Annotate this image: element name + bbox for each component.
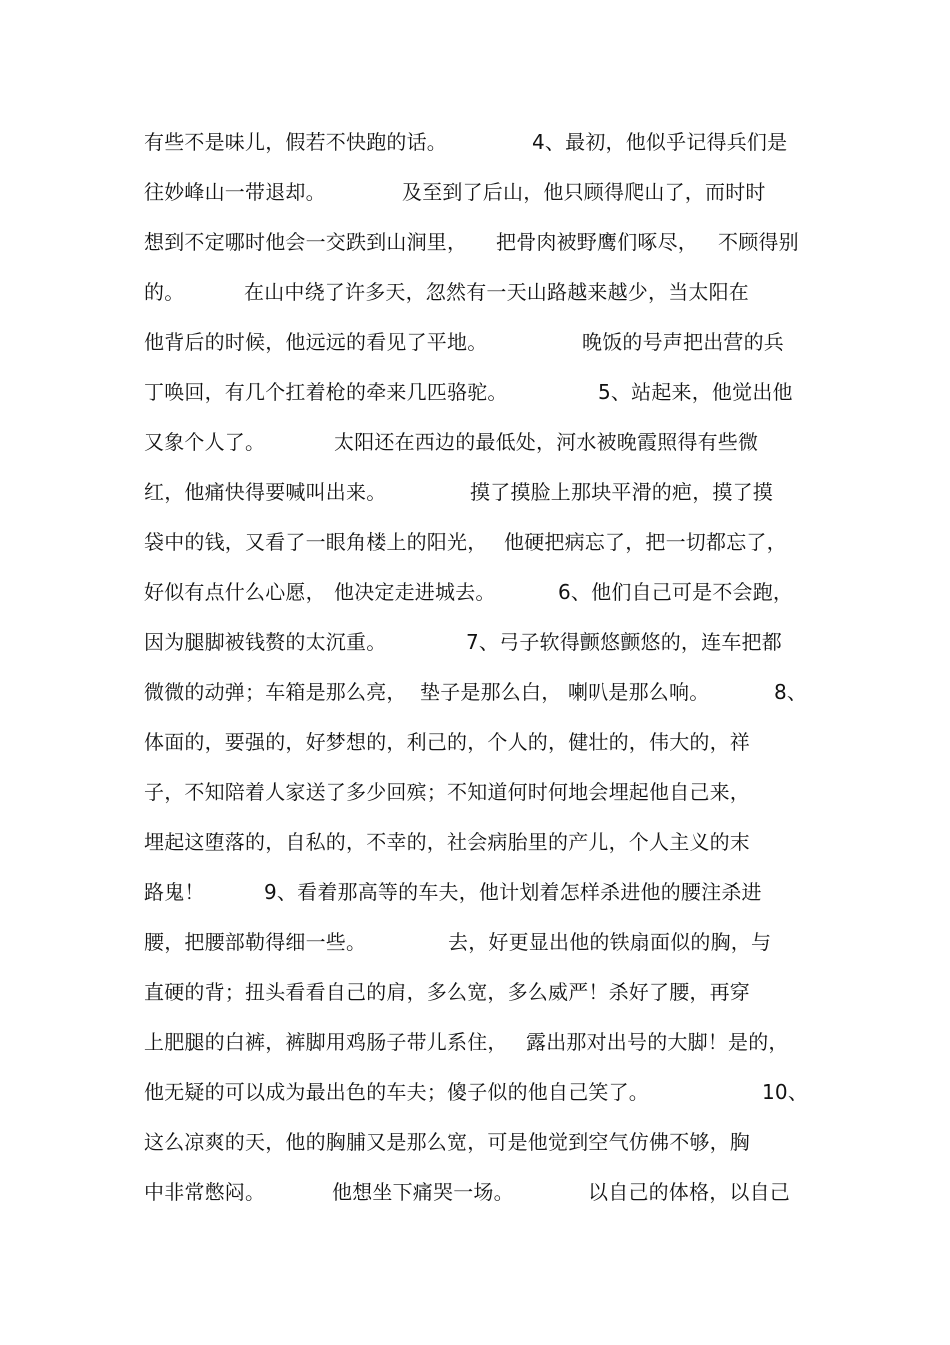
text-line <box>144 224 804 274</box>
text-segment: 往妙峰山一带退却。 <box>144 180 326 204</box>
text-segment: 及至到了后山，他只顾得爬山了，而时时 <box>402 180 766 204</box>
text-line <box>144 374 804 424</box>
text-segment: 6、他们自己可是不会跑， <box>558 580 794 604</box>
text-segment: 直硬的背；扭头看看自己的肩，多么宽，多么威严！杀好了腰，再穿 <box>144 980 750 1004</box>
text-line <box>144 724 804 774</box>
text-segment: 又象个人了。 <box>144 430 266 454</box>
text-segment: 他背后的时候，他远远的看见了平地。 <box>144 330 488 354</box>
text-line <box>144 924 804 974</box>
text-segment: 埋起这堕落的，自私的，不幸的，社会病胎里的产儿，个人主义的末 <box>144 830 750 854</box>
text-segment: 以自己的体格，以自己 <box>588 1180 790 1204</box>
text-segment: 不顾得别 <box>718 230 799 254</box>
text-segment: 晚饭的号声把出营的兵 <box>582 330 784 354</box>
text-segment: 体面的，要强的，好梦想的，利己的，个人的，健壮的，伟大的，祥 <box>144 730 750 754</box>
text-segment: 去，好更显出他的铁扇面似的胸，与 <box>448 930 772 954</box>
text-line <box>144 474 804 524</box>
text-line <box>144 624 804 674</box>
text-line <box>144 174 804 224</box>
text-segment: 好似有点什么心愿， <box>144 580 326 604</box>
text-line <box>144 274 804 324</box>
text-segment: 想到不定哪时他会一交跌到山涧里， <box>144 230 468 254</box>
text-segment: 太阳还在西边的最低处，河水被晚霞照得有些微 <box>334 430 759 454</box>
text-segment: 10、 <box>762 1080 809 1104</box>
text-segment: 有些不是味儿，假若不快跑的话。 <box>144 130 447 154</box>
text-segment: 垫子是那么白， <box>420 680 562 704</box>
text-line <box>144 124 804 174</box>
text-line <box>144 874 804 924</box>
text-segment: 路鬼！ <box>144 880 205 904</box>
text-line <box>144 1174 804 1224</box>
text-segment: 的。 <box>144 280 185 304</box>
text-segment: 在山中绕了许多天，忽然有一天山路越来越少，当太阳在 <box>244 280 749 304</box>
text-segment: 中非常憋闷。 <box>144 1180 266 1204</box>
text-line <box>144 424 804 474</box>
text-segment: 摸了摸脸上那块平滑的疤，摸了摸 <box>470 480 773 504</box>
text-line <box>144 1074 809 1124</box>
text-line <box>144 974 804 1024</box>
text-segment: 他无疑的可以成为最出色的车夫；傻子似的他自己笑了。 <box>144 1080 649 1104</box>
text-line <box>144 524 804 574</box>
text-segment: 把骨肉被野鹰们啄尽， <box>496 230 698 254</box>
text-segment: 4、最初，他似乎记得兵们是 <box>532 130 788 154</box>
text-segment: 露出那对出号的大脚！是的， <box>526 1030 789 1054</box>
text-segment: 他决定走进城去。 <box>334 580 496 604</box>
text-line <box>144 574 804 624</box>
text-segment: 因为腿脚被钱赘的太沉重。 <box>144 630 387 654</box>
text-segment: 他硬把病忘了，把一切都忘了， <box>504 530 787 554</box>
text-segment: 5、站起来，他觉出他 <box>598 380 793 404</box>
text-line <box>144 1024 804 1074</box>
text-segment: 9、看着那高等的车夫，他计划着怎样杀进他的腰注杀进 <box>264 880 762 904</box>
text-segment: 7、弓子软得颤悠颤悠的，连车把都 <box>466 630 782 654</box>
text-segment: 丁唤回，有几个扛着枪的牵来几匹骆驼。 <box>144 380 508 404</box>
text-segment: 腰，把腰部勒得细一些。 <box>144 930 367 954</box>
text-line <box>144 674 808 724</box>
text-segment: 这么凉爽的天，他的胸脯又是那么宽，可是他觉到空气仿佛不够，胸 <box>144 1130 750 1154</box>
text-line <box>144 324 804 374</box>
text-segment: 红，他痛快得要喊叫出来。 <box>144 480 387 504</box>
text-line <box>144 824 804 874</box>
text-segment: 袋中的钱，又看了一眼角楼上的阳光， <box>144 530 488 554</box>
text-segment: 子，不知陪着人家送了多少回殡；不知道何时何地会埋起他自己来， <box>144 780 750 804</box>
text-line <box>144 774 804 824</box>
text-segment: 微微的动弹；车箱是那么亮， <box>144 680 407 704</box>
text-segment: 他想坐下痛哭一场。 <box>332 1180 514 1204</box>
text-line <box>144 1124 804 1174</box>
body-text <box>144 124 809 1224</box>
text-segment: 喇叭是那么响。 <box>568 680 710 704</box>
text-segment: 上肥腿的白裤，裤脚用鸡肠子带儿系住， <box>144 1030 508 1054</box>
text-segment: 8、 <box>774 680 808 704</box>
